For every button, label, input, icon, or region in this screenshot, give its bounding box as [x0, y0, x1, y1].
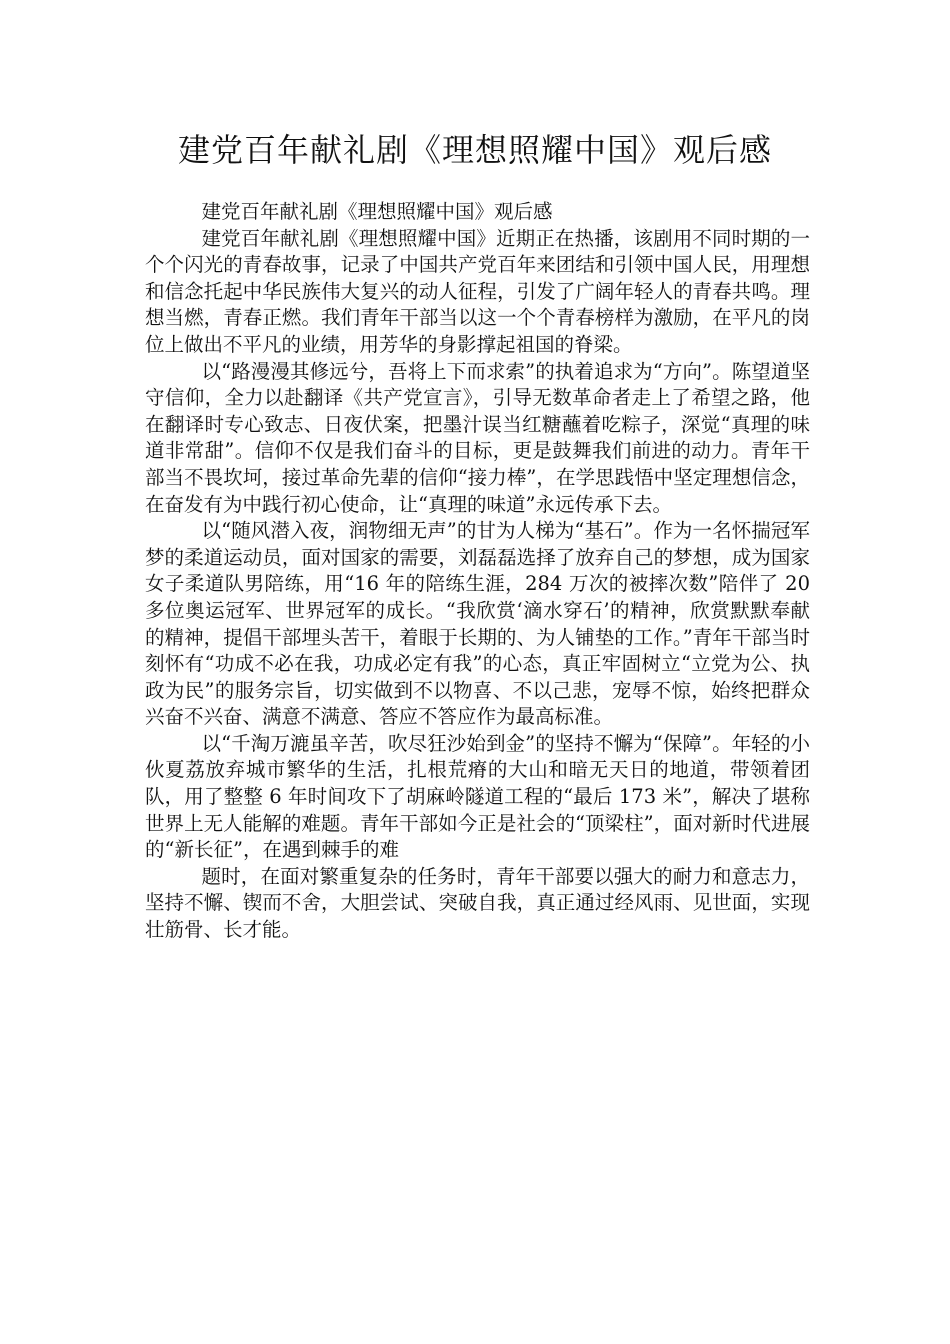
document-body: [145, 199, 810, 944]
body-paragraph-foundation: 以“随风潜入夜，润物细无声”的甘为人梯为“基石”。作为一名怀揣冠军梦的柔道运动员，面对国家的需要，刘磊磊选择了放弃自己的梦想，成为国家女子柔道队男陪练，用“16 年的陪练生涯，284 万次的被摔次数”陪伴了 20 多位奥运冠军、世界冠军的成长。“我欣赏‘滴水穿石’的精神，欣赏默默奉献的精神，提倡干部埋头苦干，着眼于长期的、为人铺垫的工作。”青年干部当时刻怀有“功成不必在我，功成必定有我”的心态，真正牢固树立“立党为公、执政为民”的服务宗旨，切实做到不以物喜、不以己悲，宠辱不惊，始终把群众兴奋不兴奋、满意不满意、答应不答应作为最高标准。: [145, 519, 810, 729]
body-paragraph-conclusion: 题时，在面对繁重复杂的任务时，青年干部要以强大的耐力和意志力，坚持不懈、锲而不舍，大胆尝试、突破自我，真正通过经风雨、见世面，实现壮筋骨、长才能。: [145, 864, 810, 942]
document-title: 建党百年献礼剧《理想照耀中国》观后感: [177, 131, 772, 169]
body-heading: 建党百年献礼剧《理想照耀中国》观后感: [201, 200, 553, 223]
body-paragraph-guarantee: 以“千淘万漉虽辛苦，吹尽狂沙始到金”的坚持不懈为“保障”。年轻的小伙夏荔放弃城市繁华的生活，扎根荒瘠的大山和暗无天日的地道，带领着团队，用了整整 6 年时间攻下了胡麻岭隧道工程的“最后 173 米”，解决了堪称世界上无人能解的难题。青年干部如今正是社会的“顶梁柱”，面对新时代进展的“新长征”，在遇到棘手的难: [145, 731, 810, 862]
body-paragraph-direction: 以“路漫漫其修远兮，吾将上下而求索”的执着追求为“方向”。陈望道坚守信仰，全力以赴翻译《共产党宣言》，引导无数革命者走上了希望之路，他在翻译时专心致志、日夜伏案，把墨汁误当红糖蘸着吃粽子，深觉“真理的味道非常甜”。信仰不仅是我们奋斗的目标，更是鼓舞我们前进的动力。青年干部当不畏坎坷，接过革命先辈的信仰“接力棒”，在学思践悟中坚定理想信念，在奋发有为中践行初心使命，让“真理的味道”永远传承下去。: [145, 359, 810, 516]
body-paragraph-intro: 建党百年献礼剧《理想照耀中国》近期正在热播，该剧用不同时期的一个个闪光的青春故事，记录了中国共产党百年来团结和引领中国人民，用理想和信念托起中华民族伟大复兴的动人征程，引发了广阔年轻人的青春共鸣。理想当燃，青春正燃。我们青年干部当以这一个个青春榜样为激励，在平凡的岗位上做出不平凡的业绩，用芳华的身影撑起祖国的脊梁。: [145, 226, 810, 356]
